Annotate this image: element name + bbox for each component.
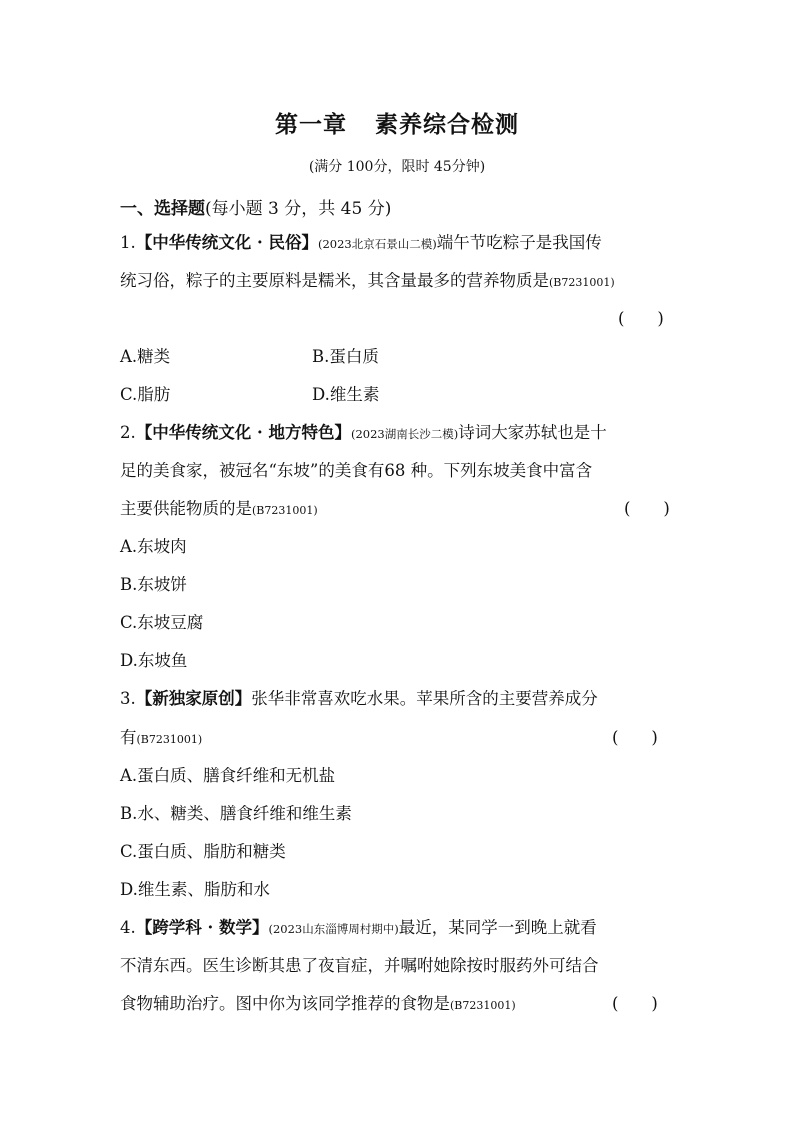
question-code: (B7231001) (549, 276, 615, 289)
option-a: A.东坡肉 (120, 537, 187, 556)
page-title (0, 106, 794, 139)
section-label: 一、选择题 (120, 199, 205, 219)
question-text: 诗词大家苏轼也是十 (458, 423, 607, 442)
exam-info: (满分 100分，限时 45分钟) (308, 159, 486, 175)
question-text: 张华非常喜欢吃水果。苹果所含的主要营养成分 (251, 689, 598, 708)
question-number: 2. (120, 423, 136, 442)
question-4-line-2: 不清东西。医生诊断其患了夜盲症，并嘱咐她除按时服药外可结合 (120, 956, 599, 975)
answer-blank: ( ) (612, 728, 658, 747)
question-4-line-1 (120, 916, 597, 941)
question-2-line-1 (120, 421, 607, 446)
answer-blank: ( ) (612, 994, 658, 1013)
question-text: 主要供能物质的是 (120, 499, 252, 518)
answer-blank: ( ) (624, 499, 670, 518)
question-source: (2023湖南长沙二模) (350, 427, 459, 441)
option-b: B.东坡饼 (120, 575, 187, 594)
question-1-line-1 (120, 231, 602, 256)
question-code: (B7231001) (450, 999, 516, 1012)
section-detail: (每小题 3 分，共 45 分) (205, 199, 392, 219)
option-c: C.蛋白质、脂肪和糖类 (120, 842, 286, 861)
question-3-line-2 (120, 726, 202, 752)
question-tag: 【中华传统文化 · 民俗】 (135, 233, 318, 252)
option-a: A.蛋白质、膳食纤维和无机盐 (120, 766, 336, 785)
option-d: D.维生素、脂肪和水 (120, 880, 270, 899)
option-d: D.维生素 (312, 385, 380, 404)
question-text: 端午节吃粽子是我国传 (436, 233, 602, 252)
option-b: B.水、糖类、膳食纤维和维生素 (120, 804, 352, 823)
option-a: A.糖类 (120, 347, 171, 366)
question-number: 1. (120, 233, 136, 252)
question-2-line-2: 足的美食家，被冠名“东坡”的美食有68 种。下列东坡美食中富含 (120, 461, 593, 480)
question-text: 统习俗，粽子的主要原料是糯米，其含量最多的营养物质是 (120, 271, 549, 290)
chapter-name: 素养综合检测 (375, 111, 519, 138)
option-c: C.脂肪 (120, 385, 171, 404)
question-code: (B7231001) (252, 504, 318, 517)
section-heading (120, 194, 391, 219)
chapter-label: 第一章 (275, 111, 347, 138)
question-number: 3. (120, 689, 136, 708)
question-source: (2023北京石景山二模) (317, 237, 437, 251)
question-source: (2023山东淄博周村期中) (268, 922, 399, 936)
option-c: C.东坡豆腐 (120, 613, 204, 632)
question-4-line-3 (120, 992, 516, 1018)
question-tag: 【中华传统文化 · 地方特色】 (135, 423, 351, 442)
question-3-line-1 (120, 687, 598, 711)
question-tag: 【跨学科 · 数学】 (135, 918, 269, 937)
option-d: D.东坡鱼 (120, 651, 188, 670)
question-2-line-3 (120, 497, 318, 523)
question-1-line-2 (120, 269, 615, 295)
answer-blank: ( ) (618, 309, 664, 328)
option-b: B.蛋白质 (312, 347, 379, 366)
question-text: 食物辅助治疗。图中你为该同学推荐的食物是 (120, 994, 450, 1013)
question-number: 4. (120, 918, 136, 937)
question-text: 有 (120, 728, 137, 747)
question-text: 最近，某同学一到晚上就看 (398, 918, 597, 937)
question-code: (B7231001) (136, 733, 203, 746)
question-tag: 【新独家原创】 (135, 689, 252, 708)
